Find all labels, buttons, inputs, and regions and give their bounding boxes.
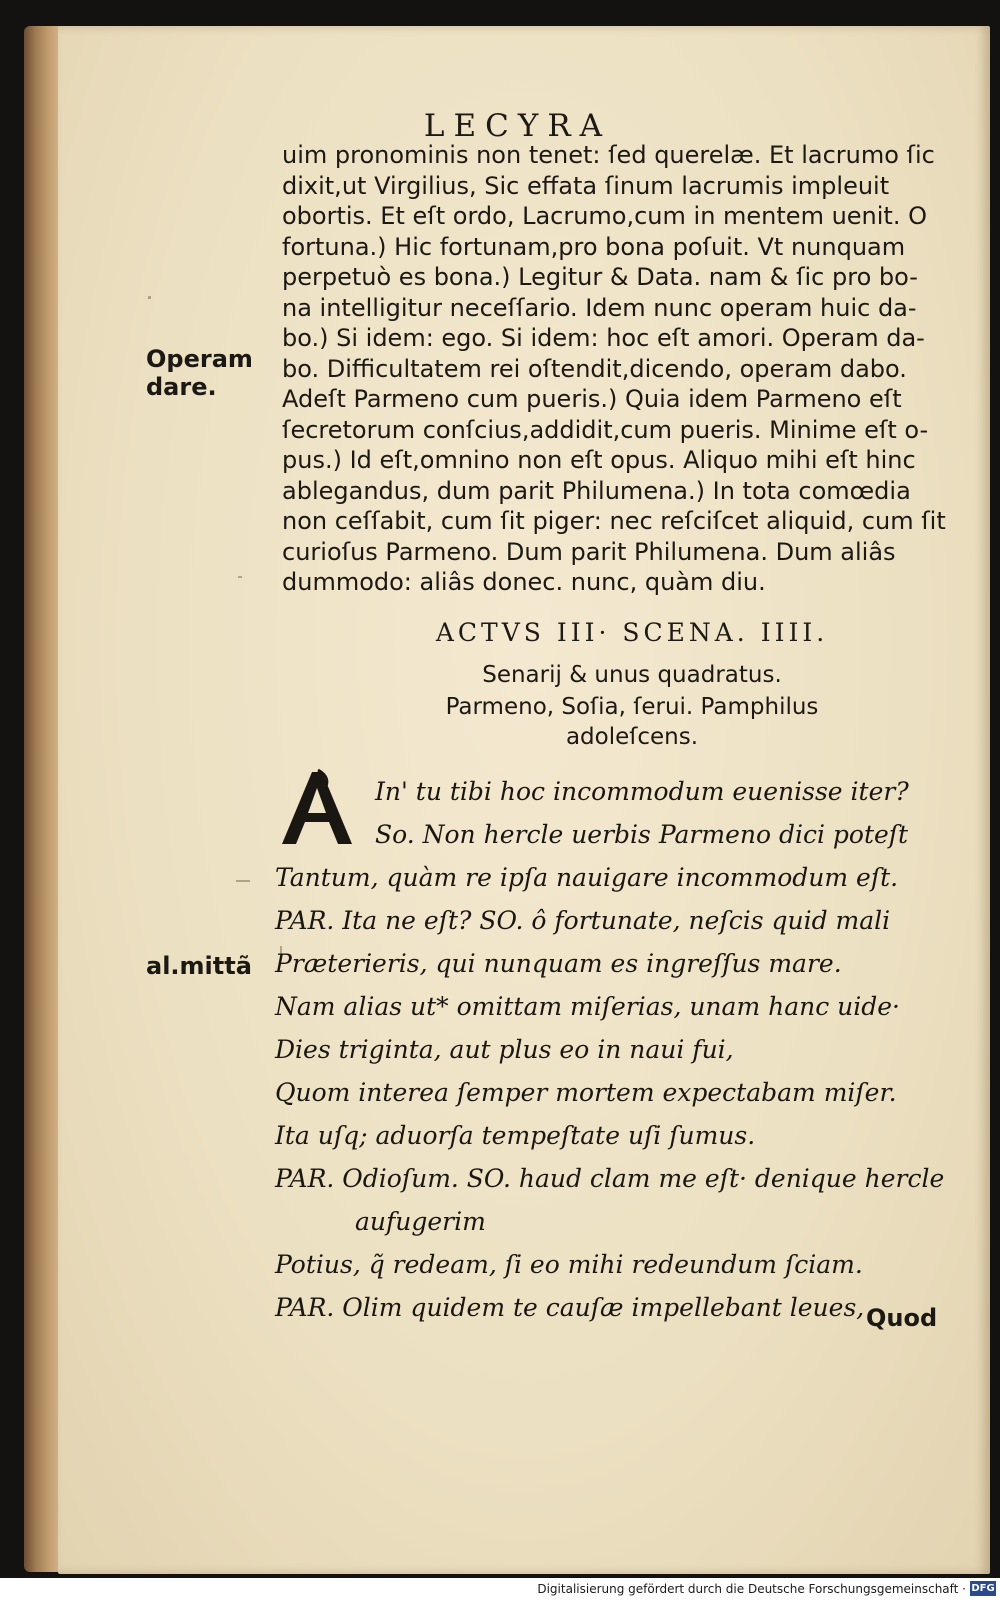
text-line: bo. Difficultatem rei oſtendit,dicendo, operam dabo. (282, 354, 907, 383)
text-line: uim pronominis non tenet: ſed querelæ. Et lacrumo ſic (282, 141, 935, 169)
running-title: LECYRA (423, 108, 612, 144)
footer-bar (0, 1578, 1000, 1601)
scene-persons-line1: Parmeno, Soſia, ſerui. Pamphilus (445, 694, 819, 720)
verse-line: Quom interea ſemper mortem expectabam miſer. (275, 1078, 897, 1107)
verse-line: Dies triginta, aut plus eo in naui fui, (275, 1035, 734, 1064)
dfg-logo: DFG (971, 1583, 995, 1594)
text-line: ſecretorum conſcius,addidit,cum pueris. Minime eſt o- (282, 415, 929, 444)
text-line: dummodo: aliâs donec. nunc, quàm diu. (282, 568, 766, 596)
verse-line: PAR. Ita ne eſt? SO. ô fortunate, neſcis quid mali (275, 906, 891, 935)
margin-note-mitta: al.mittã (146, 952, 252, 980)
scene-persons-line2: adoleſcens. (565, 724, 699, 750)
paper-speck (236, 880, 250, 882)
verse-line: aufugerim (355, 1207, 486, 1236)
footer-credit: Digitalisierung gefördert durch die Deutsche Forschungsgemeinschaft · (537, 1582, 966, 1596)
text-line: ablegandus, dum parit Philumena.) In tota comœdia (282, 476, 911, 505)
verse-line: Nam alias ut* omittam miſerias, unam hanc uide· (275, 992, 900, 1021)
scene-heading: ACTVS III· SCENA. IIII. (435, 618, 829, 647)
dropcap-letter: A (318, 830, 319, 831)
text-line: bo.) Si idem: ego. Si idem: hoc eſt amori. Operam da- (282, 324, 925, 352)
text-line: pus.) Id eſt,omnino non eſt opus. Aliquo mihi eſt hinc (282, 446, 916, 474)
verse-line: Præterieris, qui nunquam es ingreſſus mare. (275, 949, 842, 978)
text-line: fortuna.) Hic fortunam,pro bona poſuit. Vt nunquam (282, 232, 906, 261)
text-line: Adeſt Parmeno cum pueris.) Quia idem Parmeno eſt (282, 385, 902, 413)
margin-note-operam (146, 345, 253, 401)
scene-meter: Senarij & unus quadratus. (482, 662, 782, 688)
text-line: dixit,ut Virgilius, Sic effata ſinum lacrumis impleuit (282, 171, 890, 200)
text-line: obortis. Et eſt ordo, Lacrumo,cum in mentem uenit. O (282, 202, 927, 230)
text-line: non ceſſabit, cum ſit piger: nec reſciſcet aliquid, cum ſit (282, 507, 946, 535)
margin-note-operam-line2: dare. (146, 373, 217, 401)
verse-line: So. Non hercle uerbis Parmeno dici poteſt (375, 820, 909, 849)
text-line: perpetuò es bona.) Legitur & Data. nam & ſic pro bo- (282, 263, 918, 291)
commentary-text (282, 140, 972, 598)
catchword: Quod (866, 1304, 938, 1332)
verse-line: Tantum, quàm re ipſa nauigare incommodum eſt. (275, 863, 899, 892)
verse-line: Potius, q̃ redeam, ſi eo mihi redeundum ſciam. (275, 1250, 863, 1279)
margin-note-operam-line1: Operam (146, 345, 253, 373)
text-line: curioſus Parmeno. Dum parit Philumena. Dum aliâs (282, 537, 896, 566)
verse-line: Ita uſq; aduorſa tempeſtate uſi ſumus. (275, 1121, 756, 1150)
verse-line: In' tu tibi hoc incommodum euenisse iter? (375, 777, 909, 806)
text-line: na intelligitur neceſſario. Idem nunc operam huic da- (282, 293, 917, 322)
verse-line: PAR. Olim quidem te cauſæ impellebant leues, (275, 1293, 865, 1322)
verse-text (275, 770, 975, 1329)
verse-line: PAR. Odioſum. SO. haud clam me eſt· denique hercle (275, 1164, 945, 1193)
paper-speck (148, 296, 151, 299)
paper-speck (238, 576, 242, 578)
